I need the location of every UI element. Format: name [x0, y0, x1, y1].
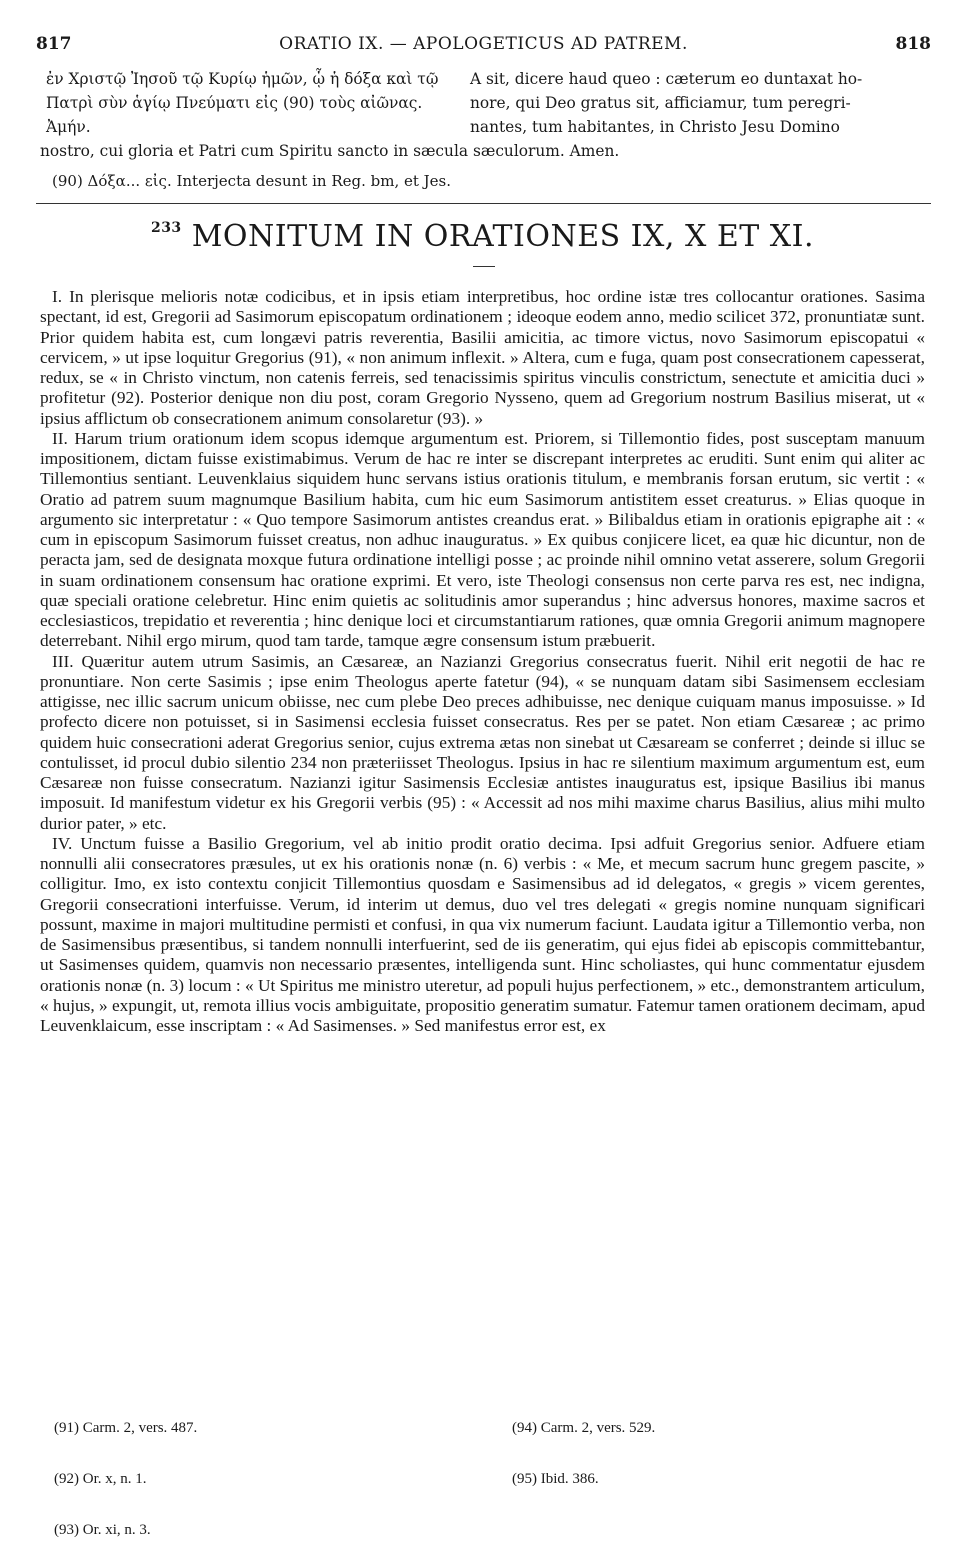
section-title: MONITUM IN ORATIONES IX, X ET XI. — [191, 219, 815, 254]
running-title: ORATIO IX. — APOLOGETICUS AD PATREM. — [279, 34, 688, 54]
paragraph: I. In plerisque melioris notæ codicibus, et in ipsis etiam interpretibus, hoc ordine istæ tres collocantur orationes. Sasima spectant, id est, Gregorii ad Sasimorum episcopatum ordinationem ; ideoque eodem anno, medio scilicet 372, pronuntiatæ sunt. Prior quidem habita est, cum longævi patris reverentia, Basilii amicitia, ac timore victus, novo Sasimorum episcopatui « cervicem, » ut ipse loquitur Gregorius (91), « non animum inflexit. » Altera, cum e fuga, quam post consecrationem capesserat, redux, se « in Christo vinctum, non catenis ferreis, sed tenacissimis spiritus vinculis constrictum, senectute et amicitia duci » profitetur (92). Posterior denique non diu post, coram Gregorio Nysseno, quem ad Gregorium nostrum Basilius miserat, ut « ipsius afflictum ob consecrationem animum consolaretur (93). » — [40, 287, 925, 428]
greek-line: Ἀμήν. — [46, 118, 91, 136]
footnote: (92) Or. x, n. 1. — [54, 1471, 147, 1487]
greek-note: (90) Δόξα... εἰς. Interjecta desunt in Reg. bm, et Jes. — [52, 172, 452, 190]
paragraph: IV. Unctum fuisse a Basilio Gregorium, vel ab initio prodit oratio decima. Ipsi adfuit Gregorius senior. Adfuere etiam nonnulli alii consecratores præsules, ut ex his orationis nonæ (n. 6) verbis : « Me, et mecum sacrum hunc gregem pascite, » colligitur. Imo, ex isto contextu conjicit Tillemontius quosdam e Sasimensibus ad id delegatos, « gregis » vicem gerentes, Gregorii consecrationi interfuisse. Verum, id interim ut demus, duo vel tres delegati « gregis nomine nunquam significari possunt, maxime in majori multitudine permisti et confusi, in qua vix numerum faciunt. Laudata igitur a Tillemontio verba, non de Sasimensibus præsentibus, si tandem nonnulli interfuerint, sed de iis generatim, qui ejus fidei ab episcopis committebantur, ut Sasimenses quidem, quamvis non necessario præsentes, intelligenda sunt. Hinc scholiastes, qui hunc commentatur ejusdem orationis nonæ (n. 3) locum : « Ut Spiritus me ministro uteretur, ad populi hujus perfectionem, » etc., demonstrantem articulum, « hujus, » expungit, ut, remota illius vocis ambiguitate, propositio generatim sumatur. Fatemur tamen orationem decimam, apud Leuvenklaicum, esse inscriptam : « Ad Sasimenses. » Sed manifestus error est, ex — [40, 833, 926, 1035]
right-page-number: 818 — [895, 34, 931, 54]
section-number: 233 — [150, 220, 182, 236]
footnote: (95) Ibid. 386. — [512, 1471, 599, 1487]
latin-continuation: nostro, cui gloria et Patri cum Spiritu sancto in sæcula sæculorum. Amen. — [40, 142, 620, 160]
running-header — [36, 34, 931, 58]
footnotes-right — [512, 1386, 655, 1505]
footnote: (91) Carm. 2, vers. 487. — [54, 1420, 198, 1436]
latin-line: nantes, tum habitantes, in Christo Jesu Domino — [470, 118, 840, 136]
section-heading — [0, 219, 965, 254]
greek-line: ἐν Χριστῷ Ἰησοῦ τῷ Κυρίῳ ἡμῶν, ᾧ ἡ δόξα καὶ τῷ — [46, 70, 439, 88]
paragraph: III. Quæritur autem utrum Sasimis, an Cæsareæ, an Nazianzi Gregorius consecratus fuerit. Nihil erit negotii de hac re pronuntiare. Non certe Sasimis ; ipse enim Theologus aperte fatetur (94), « se nunquam datam sibi Sasimensem ecclesiam attigisse, nec illic sacrum unicum obiisse, nec cum plebe Deo preces adhibuisse, nec denique cuiquam manus imposuisse. » Id profecto dicere non potuisset, si in Sasimensi ecclesia fuisset consecratus. Res per se patet. Non etiam Cæsareæ ; ac primo quidem huic consecrationi aderat Gregorius senior, cujus extrema ætas non sinebat ut Cæsaream se conferret ; deinde si illuc se contulisset, id procul dubio silentio 234 non præteriisset Theologus. Ipsius in hac re silentium maximum argumentum est, eum Cæsareæ non fuisse consecratum. Nazianzi igitur Sasimensis Ecclesiæ antistes inauguratus est, ipsique Basilius ibi manus imposuit. Id manifestum videtur ex his Gregorii verbis (95) : « Accessit ad nos mihi maxime charus Basilius, alius mihi multo durior pater, » etc. — [40, 651, 925, 833]
left-page-number: 817 — [36, 34, 72, 54]
footnote: (93) Or. xi, n. 3. — [54, 1522, 151, 1538]
title-dash — [473, 266, 495, 267]
section-divider — [36, 203, 931, 204]
paragraph: II. Harum trium orationum idem scopus idemque argumentum est. Priorem, si Tillemontio fides, post susceptam manuum impositionem, dictam fuisse existimabimus. Verum de hac re inter se discrepant interpretes ac eruditi. Sunt enim qui aliter ac Tillemontius sentiant. Leuvenklaius siquidem hunc servans istius orationis titulum, e membranis forsan erutum, sic vertit : « Oratio ad patrem suum magnumque Basilium habita, cum hic eum Sasimorum antistitem esset creaturus. » Elias quoque in argumento sic interpretatur : « Quo tempore Sasimorum antistes creandus erat. » Bilibaldus etiam in orationis epigraphe ait : « cum in episcopum Sasimorum fuisset creatus, non adhuc inauguratus. » Ex quibus conjicere licet, ea quæ hic dicuntur, non de peracta jam, sed de designata moxque futura ordinatione intelligi posse ; ac proinde nihil omnino vetat asserere, solum Gregorii in suam ordinationem consensum hac oratione exprimi. Et vero, iste Theologi consensus non certe parva res est, nec indigna, quæ speciali oratione celebretur. Hinc enim quietis ac solitudinis amor superandus ; hinc adversus honores, maxime sacros et ecclesiasticos, trepidatio et reverentia ; hinc denique loci et circumstantiarum rationes, quæ omnia Gregorii animum magnopere deterrebant. Nihil ergo mirum, quod tam tarde, tamque ægre consensum istum præbuerit. — [40, 428, 925, 651]
greek-line: Πατρὶ σὺν ἁγίῳ Πνεύματι εἰς (90) τοὺς αἰῶνας. — [46, 94, 423, 112]
footnotes-left — [54, 1386, 197, 1556]
latin-line: A sit, dicere haud queo : cæterum eo duntaxat ho- — [470, 70, 863, 88]
footnote: (94) Carm. 2, vers. 529. — [512, 1420, 656, 1436]
latin-line: nore, qui Deo gratus sit, afficiamur, tum peregri- — [470, 94, 851, 112]
monitum-body — [40, 287, 925, 1036]
